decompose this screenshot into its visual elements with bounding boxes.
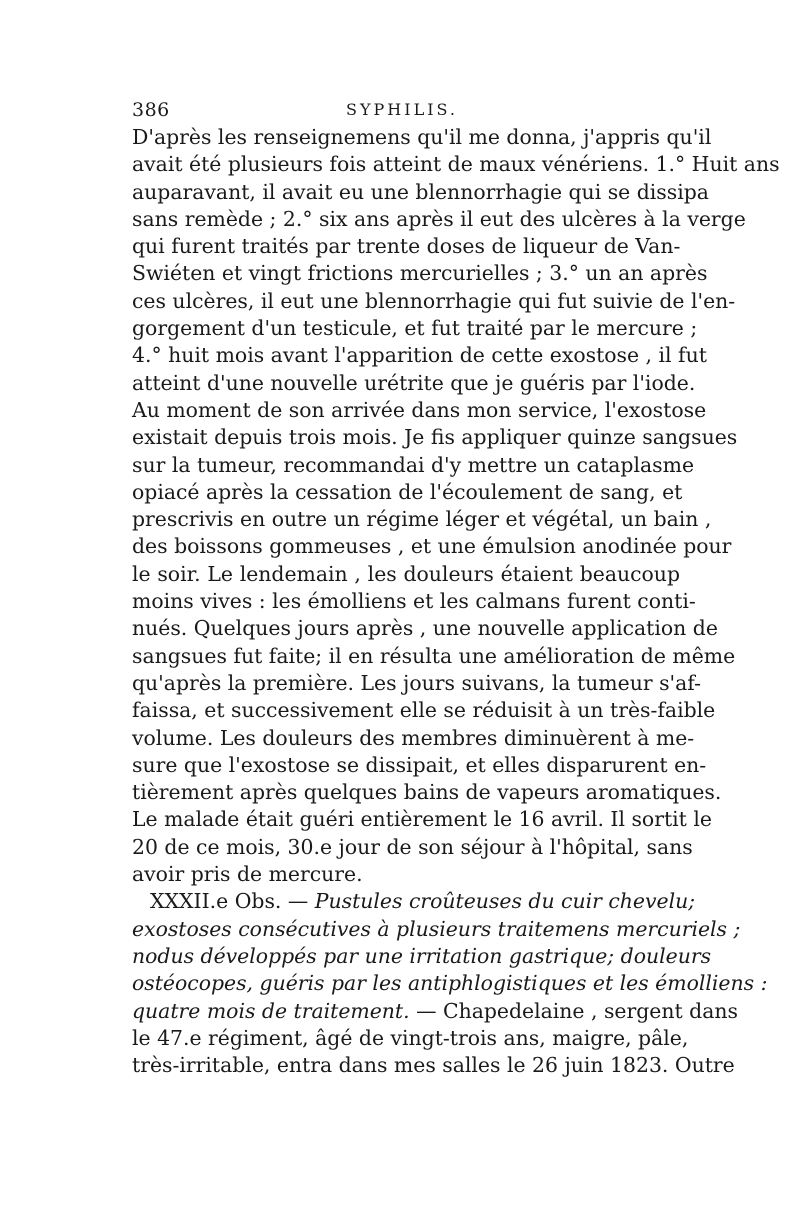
observation-heading-line [132, 888, 696, 915]
observation-duration: quatre mois de traitement. [132, 998, 410, 1023]
text-line: 4.° huit mois avant l'apparition de cette exostose , il fut [132, 343, 707, 368]
observation-title-line: ostéocopes, guéris par les antiphlogistiques et les émolliens : [132, 971, 768, 996]
text-line: prescrivis en outre un régime léger et végétal, un bain , [132, 507, 712, 532]
observation-case-intro: — Chapedelaine , sergent dans [409, 998, 738, 1023]
observation-number: XXXII.e Obs. [150, 889, 282, 914]
text-line: gorgement d'un testicule, et fut traité par le mercure ; [132, 316, 698, 341]
text-line: Swiéten et vingt frictions mercurielles ; 3.° un an après [132, 261, 708, 286]
text-line: avoir pris de mercure. [132, 862, 363, 887]
text-line: sur la tumeur, recommandai d'y mettre un cataplasme [132, 452, 695, 477]
observation-title-line: exostoses consécutives à plusieurs traitemens mercuriels ; [132, 916, 741, 941]
text-line: tièrement après quelques bains de vapeurs aromatiques. [132, 780, 722, 805]
page-number: 386 [132, 99, 170, 121]
text-line: Le malade était guéri entièrement le 16 avril. Il sortit le [132, 807, 712, 832]
text-line: très-irritable, entra dans mes salles le 26 juin 1823. Outre [132, 1053, 735, 1078]
text-line: volume. Les douleurs des membres diminuèrent à me- [132, 725, 695, 750]
running-head [132, 96, 672, 124]
text-line: ces ulcères, il eut une blennorrhagie qui fut suivie de l'en- [132, 288, 736, 313]
text-line: avait été plusieurs fois atteint de maux vénériens. 1.° Huit ans [132, 152, 780, 177]
text-line: le 47.e régiment, âgé de vingt-trois ans, maigre, pâle, [132, 1025, 689, 1050]
running-title: SYPHILIS. [346, 100, 458, 119]
text-line: existait depuis trois mois. Je fis appliquer quinze sangsues [132, 425, 738, 450]
text-line: faissa, et successivement elle se réduisit à un très-faible [132, 698, 716, 723]
observation-title-line: nodus développés par une irritation gastrique; douleurs [132, 943, 712, 968]
text-line: qui furent traités par trente doses de liqueur de Van- [132, 234, 681, 259]
text-line: 20 de ce mois, 30.e jour de son séjour à l'hôpital, sans [132, 834, 693, 859]
text-line: opiacé après la cessation de l'écoulement de sang, et [132, 479, 683, 504]
text-line: auparavant, il avait eu une blennorrhagie qui se dissipa [132, 179, 709, 204]
text-line: sure que l'exostose se dissipait, et elles disparurent en- [132, 752, 707, 777]
text-line: atteint d'une nouvelle urétrite que je guéris par l'iode. [132, 370, 696, 395]
text-line: nués. Quelques jours après , une nouvelle application de [132, 616, 718, 641]
text-line: sangsues fut faite; il en résulta une amélioration de même [132, 643, 736, 668]
text-line: le soir. Le lendemain , les douleurs étaient beaucoup [132, 561, 680, 586]
text-line: qu'après la première. Les jours suivans, la tumeur s'af- [132, 670, 702, 695]
text-line: des boissons gommeuses , et une émulsion anodinée pour [132, 534, 732, 559]
text-line: Au moment de son arrivée dans mon service, l'exostose [132, 397, 707, 422]
observation-title-line [132, 998, 738, 1025]
body-text [132, 124, 780, 1079]
text-line: moins vives : les émolliens et les calmans furent conti- [132, 589, 696, 614]
text-line: D'après les renseignemens qu'il me donna, j'appris qu'il [132, 125, 712, 149]
observation-title: Pustules croûteuses du cuir chevelu; [314, 889, 696, 914]
text-line: sans remède ; 2.° six ans après il eut des ulcères à la verge [132, 206, 746, 231]
observation-dash: — [281, 889, 315, 914]
